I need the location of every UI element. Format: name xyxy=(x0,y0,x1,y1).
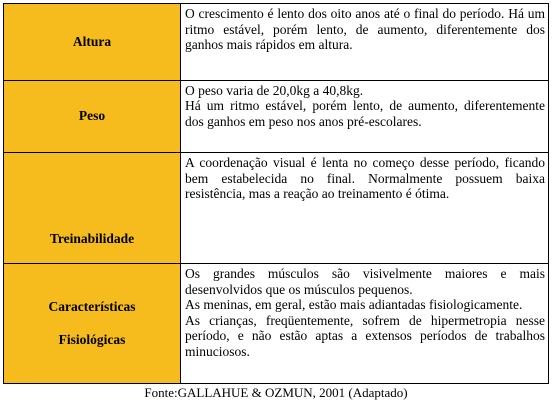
row-label-caracteristicas-fisiologicas xyxy=(4,264,181,384)
row-label-altura: Altura xyxy=(4,4,181,81)
row-content-treinabilidade xyxy=(181,153,549,264)
table-row-treinabilidade xyxy=(4,153,549,264)
label-caracteristicas: Características xyxy=(48,299,136,315)
source-caption: Fonte:GALLAHUE & OZMUN, 2001 (Adaptado) xyxy=(144,385,408,400)
caracteristicas-line-2: As meninas, em geral, estão mais adiantadas fisiologicamente. xyxy=(185,297,523,313)
peso-line-1: O peso varia de 20,0kg a 40,8kg. xyxy=(185,82,364,98)
treinabilidade-text: A coordenação visual é lenta no começo desse período, ficando bem estabelecida no final. Normalmente possuem baixa resistência, mas a reação ao treinamento é ótima. xyxy=(185,155,545,202)
row-label-peso: Peso xyxy=(4,80,181,153)
row-content-peso xyxy=(181,80,549,153)
caracteristicas-line-3: As crianças, freqüentemente, sofrem de hipermetropia nesse período, e não estão aptas a extensos períodos de trabalhos minuciosos. xyxy=(185,312,545,359)
row-content-caracteristicas xyxy=(181,264,549,384)
label-fisiologicas: Fisiológicas xyxy=(58,332,126,348)
table-row-peso xyxy=(4,80,549,153)
table-row-altura xyxy=(4,4,549,81)
caracteristicas-line-1: Os grandes músculos são visivelmente maiores e mais desenvolvidos que os músculos pequenos. xyxy=(185,266,545,297)
row-label-treinabilidade: Treinabilidade xyxy=(4,153,181,264)
altura-text: O crescimento é lento dos oito anos até o final do período. Há um ritmo estável, porém lento, de aumento, diferentemente dos ganhos mais rápidos em altura. xyxy=(185,6,545,52)
table-row-caracteristicas xyxy=(4,264,549,384)
row-content-altura xyxy=(181,4,549,81)
peso-line-2: Há um ritmo estável, porém lento, de aumento, diferentemente dos ganhos em peso nos anos pré-escolares. xyxy=(185,98,545,129)
development-table xyxy=(3,3,549,384)
